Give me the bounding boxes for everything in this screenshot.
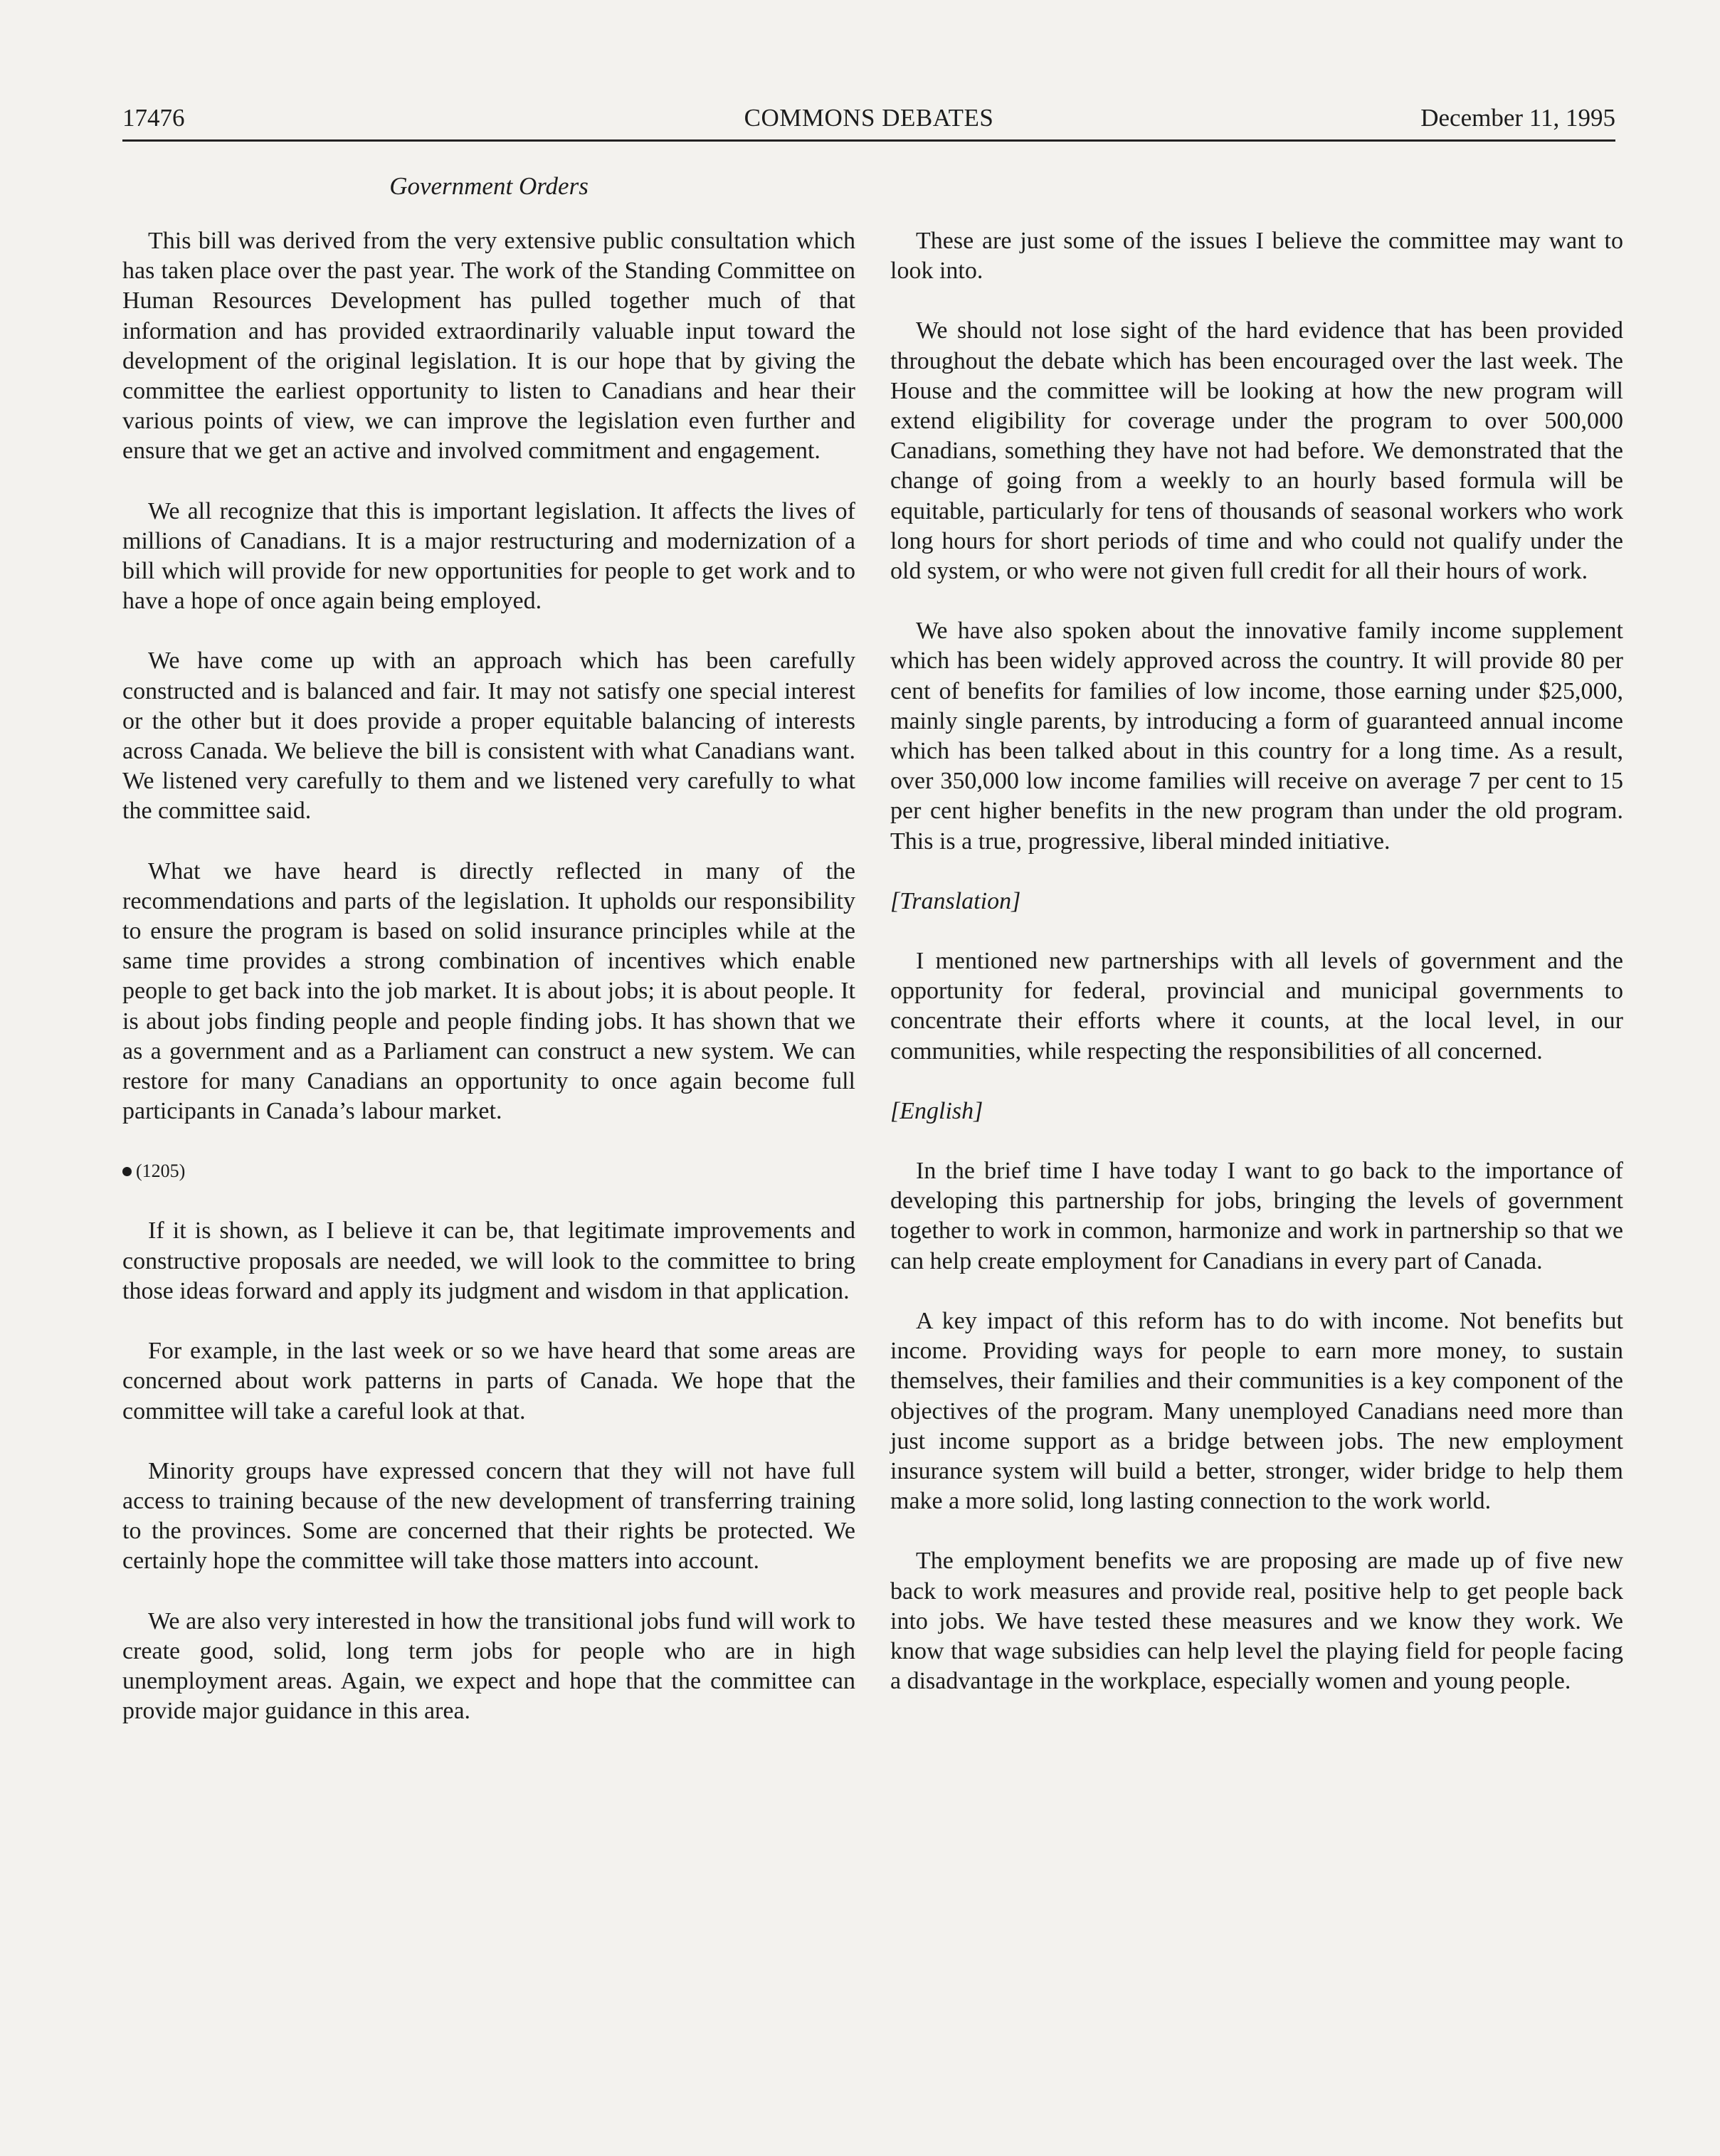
paragraph: In the brief time I have today I want to go back to the importance of developing this partnership for jobs, bringing the levels of government together to work in common, harmonize and work in partnership so that we can help create employment for Canadians in every part of Canada. bbox=[890, 1158, 1623, 1274]
time-marker-text: (1205) bbox=[136, 1161, 186, 1182]
english-note: [English] bbox=[890, 1097, 983, 1124]
paragraph: We have come up with an approach which has been carefully constructed and is balanced and fair. It may not satisfy one special interest or the other but it does provide a proper equitable balancing of interests across Canada. We believe the bill is consistent with what Canadians want. We listened very carefully to them and we listened very carefully to what the committee said. bbox=[122, 648, 855, 825]
page-header bbox=[122, 98, 1615, 139]
paragraph: If it is shown, as I believe it can be, that legitimate improvements and constructive proposals are needed, we will look to the committee to bring those ideas forward and apply its judgment and wisdom in that application. bbox=[122, 1217, 855, 1304]
paragraph: We should not lose sight of the hard evidence that has been provided throughout the debate which has been encouraged over the last week. The House and the committee will be looking at how the new program will extend eligibility for coverage under the program to over 500,000 Canadians, something they have not had before. We demonstrated that the change of going from a weekly to an hourly based formula will be equitable, particularly for tens of thousands of seasonal workers who work long hours for short periods of time and who could not qualify under the old system, or who were not given full credit for all their hours of work. bbox=[890, 317, 1623, 585]
paragraph: We all recognize that this is important legislation. It affects the lives of millions of Canadians. It is a major restructuring and modernization of a bill which will provide for new opportunities for people to get work and to have a hope of once again being employed. bbox=[122, 497, 855, 615]
paragraph: What we have heard is directly reflected in many of the recommendations and parts of the legislation. It upholds our responsibility to ensure the program is based on solid insurance principles while at the same time provides a strong combination of incentives which enable people to get back into the job market. It is about jobs; it is about people. It is about jobs finding people and people finding jobs. It has shown that we as a government and as a Parliament can construct a new system. We can restore for many Canadians an opportunity to once again become full participants in Canada’s labour market. bbox=[122, 857, 855, 1125]
translation-note: [Translation] bbox=[890, 887, 1021, 914]
right-column bbox=[890, 226, 1623, 1726]
paragraph: We have also spoken about the innovative family income supplement which has been widely approved across the country. It will provide 80 per cent of benefits for families of low income, those earning under $25,000, mainly single parents, by introducing a form of guaranteed annual income which has been talked about in this country for a long time. As a result, over 350,000 low income families will receive on average 7 per cent to 15 per cent higher benefits in the new program than under the old program. This is a true, progressive, liberal minded initiative. bbox=[890, 618, 1623, 855]
paragraph: Minority groups have expressed concern that they will not have full access to training because of the new development of transferring training to the provinces. Some are concerned that their rights be protected. We certainly hope the committee will take those matters into account. bbox=[122, 1457, 855, 1575]
paragraph: The employment benefits we are proposing are made up of five new back to work measures and provide real, positive help to get people back into jobs. We have tested these measures and we know they work. We know that wage subsidies can help level the playing field for people facing a disadvantage in the workplace, especially women and young people. bbox=[890, 1548, 1623, 1695]
paragraph: This bill was derived from the very extensive public consultation which has taken place over the past year. The work of the Standing Committee on Human Resources Development has pulled together much of that information and has provided extraordinarily valuable input toward the development of the original legislation. It is our hope that by giving the committee the earliest opportunity to listen to Canadians and hear their various points of view, we can improve the legislation even further and ensure that we get an active and involved commitment and engagement. bbox=[122, 228, 855, 465]
paragraph: I mentioned new partnerships with all levels of government and the opportunity for federal, provincial and municipal governments to concentrate their efforts where it counts, at the local level, in our communities, while respecting the responsibilities of all concerned. bbox=[890, 948, 1623, 1064]
left-column bbox=[122, 226, 855, 1756]
publication-date: December 11, 1995 bbox=[1420, 104, 1615, 132]
time-marker bbox=[122, 1156, 855, 1186]
paragraph: We are also very interested in how the transitional jobs fund will work to create good, solid, long term jobs for people who are in high unemployment areas. Again, we expect and hope that the committee can provide major guidance in this area. bbox=[122, 1607, 855, 1725]
paragraph: For example, in the last week or so we have heard that some areas are concerned about work patterns in parts of Canada. We hope that the committee will take a careful look at that. bbox=[122, 1338, 855, 1425]
paragraph: A key impact of this reform has to do with income. Not benefits but income. Providing ways for people to earn more money, to sustain themselves, their families and their communities is a key component of the objectives of the program. Many unemployed Canadians need more than just income support as a bridge between jobs. The new employment insurance system will build a better, stronger, wider bridge to help them make a more solid, long lasting connection to the work world. bbox=[890, 1307, 1623, 1515]
page-number: 17476 bbox=[122, 104, 185, 132]
publication-title: COMMONS DEBATES bbox=[744, 104, 994, 132]
section-title: Government Orders bbox=[389, 172, 589, 200]
header-rule bbox=[122, 139, 1615, 142]
paragraph: These are just some of the issues I believe the committee may want to look into. bbox=[890, 228, 1623, 285]
bullet-icon bbox=[122, 1167, 132, 1176]
